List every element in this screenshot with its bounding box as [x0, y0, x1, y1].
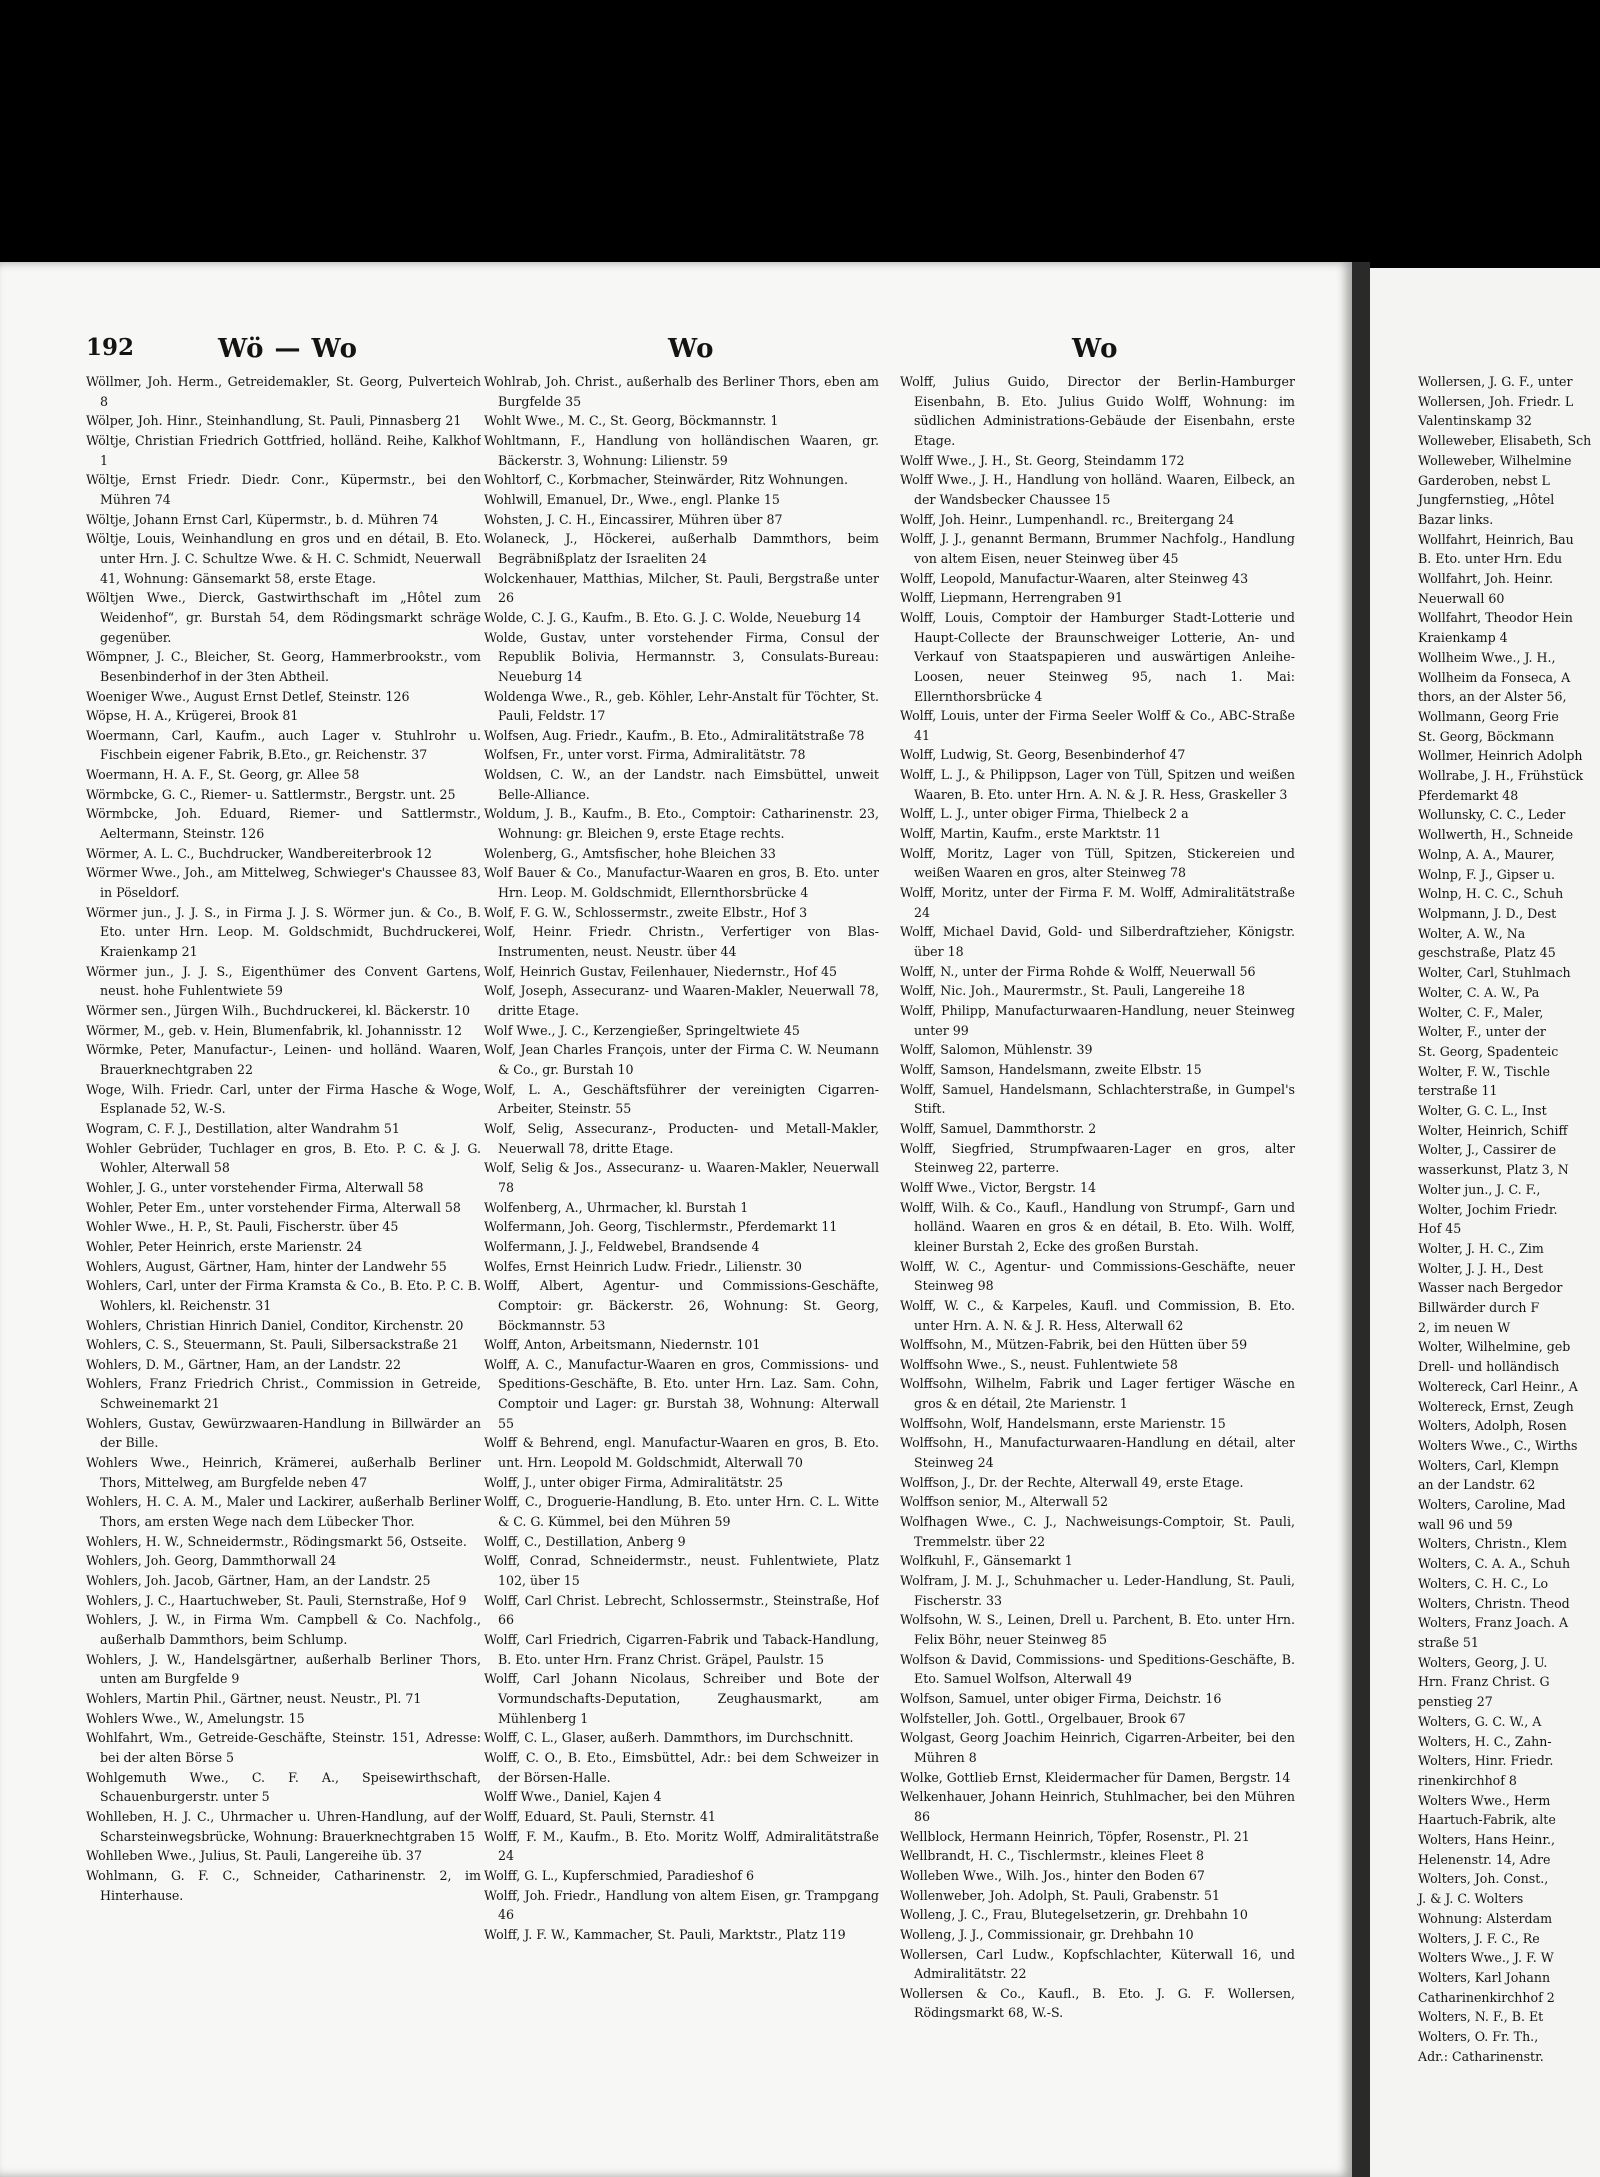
- directory-entry: Wohler Wwe., H. P., St. Pauli, Fischerstr. über 45: [86, 1219, 399, 1235]
- adjacent-page-line: Wollrabe, J. H., Frühstück: [1418, 768, 1584, 784]
- directory-entry: Wohlers, August, Gärtner, Ham, hinter der Landwehr 55: [86, 1258, 447, 1274]
- directory-entry: Wörmer jun., J. J. S., in Firma J. J. S. Wörmer jun. & Co., B. Eto. unter Hrn. Leop. M. Goldschmidt, Buchdruckerei, Kraienkamp 21: [86, 904, 481, 960]
- directory-entry: Wolff, Anton, Arbeitsmann, Niedernstr. 101: [484, 1337, 761, 1353]
- header-center: Wo: [668, 334, 715, 364]
- directory-entry: Wolf, Heinr. Friedr. Christn., Verfertiger von Blas-Instrumenten, neust. Neustr. über 44: [484, 924, 879, 960]
- directory-entry: Wohsten, J. C. H., Eincassirer, Mühren über 87: [484, 511, 783, 527]
- adjacent-page-line: Wolters, Caroline, Mad: [1418, 1497, 1566, 1513]
- directory-entry: Wohlrab, Joh. Christ., außerhalb des Berliner Thors, eben am Burgfelde 35: [484, 374, 879, 409]
- directory-entry: Wohlers, Carl, unter der Firma Kramsta & Co., B. Eto. P. C. B. Wohlers, kl. Reichenstr. 31: [86, 1278, 481, 1313]
- directory-entry: Wolffson senior, M., Alterwall 52: [900, 1494, 1109, 1510]
- adjacent-page-line: Wolters, J. F. C., Re: [1418, 1930, 1540, 1946]
- adjacent-page-line: thors, an der Alster 56,: [1418, 689, 1567, 705]
- directory-entry: Wolfermann, J. J., Feldwebel, Brandsende 4: [484, 1238, 760, 1254]
- directory-entry: Wolffsohn Wwe., S., neust. Fuhlentwiete 58: [900, 1356, 1178, 1372]
- directory-entry: Wolff, F. M., Kaufm., B. Eto. Moritz Wolff, Admiralitätstraße 24: [484, 1828, 879, 1864]
- directory-entry: Wolff, Samson, Handelsmann, zweite Elbstr. 15: [900, 1061, 1202, 1077]
- directory-entry: Wollersen, Carl Ludw., Kopfschlachter, Küterwall 16, und Admiralitätstr. 22: [900, 1946, 1295, 1982]
- adjacent-page-line: Wollmann, Georg Frie: [1418, 708, 1559, 724]
- directory-entry: Wohlers, H. W., Schneidermstr., Rödingsmarkt 56, Ostseite.: [86, 1533, 467, 1549]
- directory-entry: Wolenberg, G., Amtsfischer, hohe Bleichen 33: [484, 845, 776, 861]
- directory-entry: Wolff, W. C., & Karpeles, Kaufl. und Commission, B. Eto. unter Hrn. A. N. & J. R. Hess, Alterwall 62: [900, 1297, 1295, 1333]
- adjacent-page-line: Wolleweber, Wilhelmine: [1418, 452, 1572, 468]
- adjacent-page-line: wall 96 und 59: [1418, 1516, 1513, 1532]
- adjacent-page-line: Catharinenkirchhof 2: [1418, 1989, 1555, 2005]
- column-3: [900, 372, 1295, 2162]
- directory-entry: Wolff, Leopold, Manufactur-Waaren, alter Steinweg 43: [900, 570, 1249, 586]
- directory-entry: Wollersen & Co., Kaufl., B. Eto. J. G. F. Wollersen, Rödingsmarkt 68, W.-S.: [900, 1985, 1295, 2021]
- directory-entry: Wogram, C. F. J., Destillation, alter Wandrahm 51: [86, 1120, 400, 1136]
- adjacent-page-line: Wolters, N. F., B. Et: [1418, 2009, 1544, 2025]
- adjacent-page-line: Wolter, J. J. H., Dest: [1418, 1260, 1544, 1276]
- directory-entry: Wolfkuhl, F., Gänsemarkt 1: [900, 1553, 1073, 1569]
- directory-entry: Wellblock, Hermann Heinrich, Töpfer, Rosenstr., Pl. 21: [900, 1828, 1250, 1844]
- directory-entry: Wolfsen, Aug. Friedr., Kaufm., B. Eto., Admiralitätstraße 78: [484, 727, 865, 743]
- directory-entry: Wohlers, J. C., Haartuchweber, St. Pauli, Sternstraße, Hof 9: [86, 1592, 467, 1608]
- scan-background-top: [0, 0, 1600, 262]
- adjacent-page-line: Wolters, Adolph, Rosen: [1418, 1418, 1567, 1434]
- directory-entry: Wöllmer, Joh. Herm., Getreidemakler, St. Georg, Pulverteich 8: [86, 374, 481, 409]
- directory-entry: Wöltje, Louis, Weinhandlung en gros und en détail, B. Eto. unter Hrn. J. C. Schultze Wwe. & H. C. Schmidt, Neuerwall 41, Wohnung: Gänsemarkt 58, erste Etage.: [86, 531, 481, 586]
- directory-entry: Wolff, Wilh. & Co., Kaufl., Handlung von Strumpf-, Garn und holländ. Waaren en gros & en détail, B. Eto. Wilh. Wolff, kleiner Burstah 2, Ecke des großen Burstah.: [900, 1199, 1295, 1254]
- directory-entry: Wolfenberg, A., Uhrmacher, kl. Burstah 1: [484, 1199, 749, 1215]
- adjacent-page-line: Wolter, Carl, Stuhlmach: [1418, 965, 1571, 981]
- adjacent-page-line: Hrn. Franz Christ. G: [1418, 1674, 1550, 1690]
- directory-entry: Wolfson & David, Commissions- und Speditions-Geschäfte, B. Eto. Samuel Wolfson, Alterwall 49: [900, 1651, 1295, 1687]
- directory-entry: Wolffsohn, H., Manufacturwaaren-Handlung en détail, alter Steinweg 24: [900, 1435, 1295, 1471]
- directory-entry: Wolgast, Georg Joachim Heinrich, Cigarren-Arbeiter, bei den Mühren 8: [900, 1730, 1295, 1765]
- directory-entry: Wolaneck, J., Höckerei, außerhalb Dammthors, beim Begräbnißplatz der Israeliten 24: [484, 531, 879, 566]
- adjacent-page-line: St. Georg, Böckmann: [1418, 728, 1555, 744]
- directory-entry: Wolff, Michael David, Gold- und Silberdraftzieher, Königstr. über 18: [900, 924, 1295, 960]
- adjacent-page-line: Wolter, Heinrich, Schiff: [1418, 1122, 1568, 1138]
- adjacent-page-line: an der Landstr. 62: [1418, 1477, 1536, 1493]
- directory-entry: Wolf Bauer & Co., Manufactur-Waaren en gros, B. Eto. unter Hrn. Leop. M. Goldschmidt, Ellernthorsbrücke 4: [484, 865, 879, 901]
- directory-entry: Wolff, G. L., Kupferschmied, Paradieshof 6: [484, 1867, 755, 1883]
- directory-entry: Wölper, Joh. Hinr., Steinhandlung, St. Pauli, Pinnasberg 21: [86, 413, 462, 429]
- page-header: [0, 334, 1352, 368]
- adjacent-page-line: Wolnp, A. A., Maurer,: [1418, 846, 1555, 862]
- directory-entry: Wohlleben, H. J. C., Uhrmacher u. Uhren-Handlung, auf der Scharsteinwegsbrücke, Wohnung: Brauerknechtgraben 15: [86, 1808, 481, 1844]
- directory-entry: Wolff, Nic. Joh., Maurermstr., St. Pauli, Langereihe 18: [900, 983, 1246, 999]
- directory-entry: Wömpner, J. C., Bleicher, St. Georg, Hammerbrookstr., vom Besenbinderhof in der 3ten Abtheil.: [86, 649, 481, 684]
- directory-entry: Wolff, A. C., Manufactur-Waaren en gros, Commissions- und Speditions-Geschäfte, B. Eto. unter Hrn. Laz. Sam. Cohn, Comptoir und Lager: gr. Burstah 38, Wohnung: Alterwall 55: [484, 1356, 879, 1431]
- adjacent-page-line: Haartuch-Fabrik, alte: [1418, 1812, 1556, 1828]
- directory-entry: Wolfsohn, W. S., Leinen, Drell u. Parchent, B. Eto. unter Hrn. Felix Böhr, neuer Steinweg 85: [900, 1612, 1295, 1647]
- adjacent-page-line: Wolters, Georg, J. U.: [1418, 1654, 1548, 1670]
- adjacent-page-line: Wolters, C. H. C., Lo: [1418, 1575, 1549, 1591]
- directory-entry: Wolffsohn, Wolf, Handelsmann, erste Marienstr. 15: [900, 1415, 1226, 1431]
- adjacent-page-line: Wolter, J., Cassirer de: [1418, 1142, 1557, 1158]
- directory-entry: Wohlers, Gustav, Gewürzwaaren-Handlung in Billwärder an der Bille.: [86, 1415, 481, 1451]
- directory-entry: Wolff, L. J., & Philippson, Lager von Tüll, Spitzen und weißen Waaren, B. Eto. unter Hrn. A. N. & J. R. Hess, Graskeller 3: [900, 767, 1295, 802]
- adjacent-page: [1370, 268, 1600, 2177]
- adjacent-page-line: Wolters Wwe., C., Wirths: [1418, 1437, 1578, 1453]
- adjacent-page-line: Wolter, Jochim Friedr.: [1418, 1201, 1558, 1217]
- adjacent-page-line: Wolters, Karl Johann: [1418, 1969, 1551, 1985]
- directory-entry: Wolf, L. A., Geschäftsführer der vereinigten Cigarren-Arbeiter, Steinstr. 55: [484, 1081, 879, 1117]
- adjacent-page-line: Wollmer, Heinrich Adolph: [1418, 748, 1583, 764]
- directory-entry: Wolff Wwe., Daniel, Kajen 4: [484, 1789, 662, 1805]
- adjacent-page-line: Wolters Wwe., Herm: [1418, 1792, 1551, 1808]
- directory-entry: Wohlleben Wwe., Julius, St. Pauli, Langereihe üb. 37: [86, 1848, 422, 1864]
- directory-entry: Woermann, Carl, Kaufm., auch Lager v. Stuhlrohr u. Fischbein eigener Fabrik, B.Eto., gr. Reichenstr. 37: [86, 727, 481, 763]
- directory-entry: Wolf, Selig, Assecuranz-, Producten- und Metall-Makler, Neuerwall 78, dritte Etage.: [484, 1120, 879, 1156]
- adjacent-page-line: Wolter, Wilhelmine, geb: [1418, 1339, 1571, 1355]
- column-2: [484, 372, 879, 2162]
- directory-entry: Wolff, C., Destillation, Anberg 9: [484, 1533, 686, 1549]
- adjacent-page-line: Wolters, Carl, Klempn: [1418, 1457, 1559, 1473]
- directory-entry: Wolf, Joseph, Assecuranz- und Waaren-Makler, Neuerwall 78, dritte Etage.: [484, 983, 879, 1018]
- adjacent-page-line: rinenkirchhof 8: [1418, 1772, 1517, 1788]
- adjacent-page-line: Wolter, J. H. C., Zim: [1418, 1240, 1544, 1256]
- adjacent-page-line: Wollfahrt, Joh. Heinr.: [1418, 571, 1554, 587]
- directory-entry: Woeniger Wwe., August Ernst Detlef, Steinstr. 126: [86, 688, 410, 704]
- adjacent-page-line: Wasser nach Bergedor: [1418, 1280, 1563, 1296]
- header-left: Wö — Wo: [218, 334, 358, 364]
- directory-entry: Wolff, N., unter der Firma Rohde & Wolff, Neuerwall 56: [900, 963, 1256, 979]
- adjacent-page-line: Wolleweber, Elisabeth, Sch: [1418, 433, 1592, 449]
- directory-entry: Wohler Gebrüder, Tuchlager en gros, B. Eto. P. C. & J. G. Wohler, Alterwall 58: [86, 1140, 481, 1176]
- adjacent-page-column: [1418, 372, 1600, 2066]
- adjacent-page-line: Woltereck, Ernst, Zeugh: [1418, 1398, 1574, 1414]
- directory-entry: Wolfsen, Fr., unter vorst. Firma, Admiralitätstr. 78: [484, 747, 806, 763]
- adjacent-page-line: terstraße 11: [1418, 1083, 1498, 1099]
- directory-entry: Wolf, F. G. W., Schlossermstr., zweite Elbstr., Hof 3: [484, 904, 808, 920]
- adjacent-page-line: Wolter, C. A. W., Pa: [1418, 984, 1540, 1000]
- directory-entry: Wohlers Wwe., Heinrich, Krämerei, außerhalb Berliner Thors, Mittelweg, am Burgfelde neben 47: [86, 1455, 481, 1490]
- directory-entry: Wolff Wwe., J. H., St. Georg, Steindamm 172: [900, 452, 1185, 468]
- directory-entry: Wolff Wwe., J. H., Handlung von holländ. Waaren, Eilbeck, an der Wandsbecker Chaussee 15: [900, 472, 1295, 507]
- directory-entry: Wolff, Moritz, unter der Firma F. M. Wolff, Admiralitätstraße 24: [900, 885, 1295, 920]
- directory-entry: Wolff, L. J., unter obiger Firma, Thielbeck 2 a: [900, 806, 1189, 822]
- adjacent-page-line: Wohnung: Alsterdam: [1418, 1910, 1553, 1926]
- directory-entry: Woldenga Wwe., R., geb. Köhler, Lehr-Anstalt für Töchter, St. Pauli, Feldstr. 17: [484, 688, 879, 724]
- directory-entry: Wörmbcke, Joh. Eduard, Riemer- und Sattlermstr., Aeltermann, Steinstr. 126: [86, 806, 481, 842]
- directory-entry: Wohltorf, C., Korbmacher, Steinwärder, Ritz Wohnungen.: [484, 472, 849, 488]
- directory-entry: Wolleng, J. J., Commissionair, gr. Drehbahn 10: [900, 1926, 1194, 1942]
- directory-entry: Wolff, J. J., genannt Bermann, Brummer Nachfolg., Handlung von altem Eisen, neuer Steinweg über 45: [900, 531, 1295, 566]
- adjacent-page-line: Wolters, Hans Heinr.,: [1418, 1832, 1555, 1848]
- directory-entry: Wohlers, J. W., Handelsgärtner, außerhalb Berliner Thors, unten am Burgfelde 9: [86, 1651, 481, 1687]
- directory-entry: Wöltje, Johann Ernst Carl, Küpermstr., b. d. Mühren 74: [86, 511, 439, 527]
- directory-entry: Wöpse, H. A., Krügerei, Brook 81: [86, 708, 299, 724]
- page-number: 192: [86, 334, 135, 361]
- adjacent-page-line: Wolters, C. A. A., Schuh: [1418, 1556, 1571, 1572]
- adjacent-page-line: Helenenstr. 14, Adre: [1418, 1851, 1551, 1867]
- directory-entry: Wohler, Peter Em., unter vorstehender Firma, Alterwall 58: [86, 1199, 461, 1215]
- directory-entry: Wörmer sen., Jürgen Wilh., Buchdruckerei, kl. Bäckerstr. 10: [86, 1003, 470, 1018]
- directory-entry: Woge, Wilh. Friedr. Carl, unter der Firma Hasche & Woge, Esplanade 52, W.-S.: [86, 1081, 481, 1117]
- directory-entry: Wörmke, Peter, Manufactur-, Leinen- und holländ. Waaren, Brauerknechtgraben 22: [86, 1042, 481, 1077]
- directory-entry: Wohlers, Christian Hinrich Daniel, Conditor, Kirchenstr. 20: [86, 1317, 464, 1333]
- adjacent-page-line: Wolters, G. C. W., A: [1418, 1713, 1542, 1729]
- directory-entry: Wöltje, Christian Friedrich Gottfried, holländ. Reihe, Kalkhof 1: [86, 432, 481, 468]
- directory-entry: Wohlgemuth Wwe., C. F. A., Speisewirthschaft, Schauenburgerstr. unter 5: [86, 1769, 481, 1805]
- adjacent-page-line: Wolter, C. F., Maler,: [1418, 1004, 1544, 1020]
- directory-entry: Wohlfahrt, Wm., Getreide-Geschäfte, Steinstr. 151, Adresse: bei der alten Börse 5: [86, 1730, 481, 1765]
- directory-entry: Wolff Wwe., Victor, Bergstr. 14: [900, 1179, 1097, 1195]
- directory-entry: Wöltjen Wwe., Dierck, Gastwirthschaft im „Hôtel zum Weidenhof“, gr. Burstah 54, dem Rödingsmarkt schräge gegenüber.: [86, 590, 481, 645]
- adjacent-page-line: Wollwerth, H., Schneide: [1418, 827, 1574, 843]
- adjacent-page-line: Billwärder durch F: [1418, 1300, 1540, 1316]
- directory-entry: Wohlers, Franz Friedrich Christ., Commission in Getreide, Schweinemarkt 21: [86, 1376, 481, 1412]
- directory-entry: Wörmer, M., geb. v. Hein, Blumenfabrik, kl. Johannisstr. 12: [86, 1022, 463, 1038]
- adjacent-page-line: penstieg 27: [1418, 1694, 1493, 1710]
- adjacent-page-line: St. Georg, Spadenteic: [1418, 1043, 1559, 1059]
- directory-entry: Wolff & Behrend, engl. Manufactur-Waaren en gros, B. Eto. unt. Hrn. Leopold M. Goldschmidt, Alterwall 70: [484, 1435, 879, 1471]
- directory-entry: Wolff, C. O., B. Eto., Eimsbüttel, Adr.: bei dem Schweizer in der Börsen-Halle.: [484, 1749, 879, 1785]
- directory-entry: Wolfermann, Joh. Georg, Tischlermstr., Pferdemarkt 11: [484, 1219, 838, 1235]
- directory-entry: Wolff, Eduard, St. Pauli, Sternstr. 41: [484, 1808, 716, 1824]
- adjacent-page-line: Wollersen, Joh. Friedr. L: [1418, 393, 1574, 409]
- directory-entry: Wohlers, H. C. A. M., Maler und Lackirer, außerhalb Berliner Thors, am ersten Wege nach dem Lübecker Thor.: [86, 1494, 481, 1530]
- directory-entry: Wohlt Wwe., M. C., St. Georg, Böckmannstr. 1: [484, 413, 779, 429]
- directory-entry: Wohlwill, Emanuel, Dr., Wwe., engl. Planke 15: [484, 491, 780, 507]
- adjacent-page-line: Wolters Wwe., J. F. W: [1418, 1950, 1554, 1966]
- directory-entry: Wolf, Jean Charles François, unter der Firma C. W. Neumann & Co., gr. Burstah 10: [484, 1042, 879, 1077]
- directory-entry: Wolde, Gustav, unter vorstehender Firma, Consul der Republik Bolivia, Hermannstr. 3, Consulats-Bureau: Neueburg 14: [484, 629, 879, 684]
- directory-entry: Wolfhagen Wwe., C. J., Nachweisungs-Comptoir, St. Pauli, Tremmelstr. über 22: [900, 1514, 1295, 1549]
- directory-entry: Wöltje, Ernst Friedr. Diedr. Conr., Küpermstr., bei den Mühren 74: [86, 472, 481, 507]
- directory-entry: Wolff, Carl Friedrich, Cigarren-Fabrik und Taback-Handlung, B. Eto. unter Hrn. Franz Christ. Gräpel, Paulstr. 15: [484, 1632, 879, 1667]
- directory-entry: Wohltmann, F., Handlung von holländischen Waaren, gr. Bäckerstr. 3, Wohnung: Lilienstr. 59: [484, 432, 879, 468]
- directory-entry: Wolff, Samuel, Handelsmann, Schlachterstraße, in Gumpel's Stift.: [900, 1081, 1295, 1117]
- adjacent-page-line: straße 51: [1418, 1635, 1479, 1650]
- adjacent-page-line: Wollheim Wwe., J. H.,: [1418, 649, 1556, 665]
- column-1: [86, 372, 481, 2162]
- directory-entry: Wohlmann, G. F. C., Schneider, Catharinenstr. 2, im Hinterhause.: [86, 1867, 481, 1903]
- directory-entry: Wolff, Joh. Heinr., Lumpenhandl. rc., Breitergang 24: [900, 511, 1235, 527]
- adjacent-page-line: Neuerwall 60: [1418, 590, 1505, 606]
- adjacent-page-line: Wollfahrt, Heinrich, Bau: [1418, 531, 1574, 547]
- directory-entry: Wohlers, Martin Phil., Gärtner, neust. Neustr., Pl. 71: [86, 1690, 422, 1706]
- directory-entry: Wolff, C., Droguerie-Handlung, B. Eto. unter Hrn. C. L. Witte & C. G. Kümmel, bei den Mühren 59: [484, 1494, 879, 1530]
- directory-entry: Wolleben Wwe., Wilh. Jos., hinter den Boden 67: [900, 1867, 1205, 1883]
- directory-entry: Wohler, Peter Heinrich, erste Marienstr. 24: [86, 1238, 363, 1254]
- directory-entry: Wolff, Julius Guido, Director der Berlin-Hamburger Eisenbahn, B. Eto. Julius Guido Wolff, Wohnung: im südlichen Administrations-Gebäude der Eisenbahn, erste Etage.: [900, 374, 1295, 448]
- adjacent-page-line: Wolter jun., J. C. F.,: [1418, 1181, 1541, 1197]
- directory-entry: Wolff, Albert, Agentur- und Commissions-Geschäfte, Comptoir: gr. Bäckerstr. 26, Wohnung: St. Georg, Böckmannstr. 53: [484, 1278, 879, 1333]
- adjacent-page-line: Wolnp, F. J., Gipser u.: [1418, 866, 1555, 882]
- adjacent-page-line: wasserkunst, Platz 3, N: [1418, 1162, 1569, 1178]
- directory-entry: Wolf, Selig & Jos., Assecuranz- u. Waaren-Makler, Neuerwall 78: [484, 1160, 879, 1195]
- adjacent-page-line: Wolters, Christn. Theod: [1418, 1595, 1570, 1611]
- directory-entry: Wolfsteller, Joh. Gottl., Orgelbauer, Brook 67: [900, 1710, 1186, 1726]
- adjacent-page-line: Wolters, O. Fr. Th.,: [1418, 2029, 1539, 2045]
- directory-entry: Wolde, C. J. G., Kaufm., B. Eto. G. J. C. Wolde, Neueburg 14: [484, 609, 862, 625]
- adjacent-page-line: Wolter, G. C. L., Inst: [1418, 1103, 1547, 1119]
- directory-entry: Wörmer Wwe., Joh., am Mittelweg, Schwieger's Chaussee 83, in Pöseldorf.: [86, 865, 481, 901]
- adjacent-page-line: Wollunsky, C. C., Leder: [1418, 807, 1566, 823]
- adjacent-page-line: Kraienkamp 4: [1418, 630, 1508, 646]
- directory-entry: Wolff, Salomon, Mühlenstr. 39: [900, 1042, 1093, 1058]
- adjacent-page-line: Garderoben, nebst L: [1418, 472, 1550, 488]
- directory-page: [0, 262, 1352, 2177]
- directory-entry: Wolf, Heinrich Gustav, Feilenhauer, Niedernstr., Hof 45: [484, 963, 838, 979]
- directory-entry: Wohler, J. G., unter vorstehender Firma, Alterwall 58: [86, 1179, 424, 1195]
- adjacent-page-line: Wollheim da Fonseca, A: [1418, 669, 1571, 685]
- directory-entry: Wohlers, Joh. Georg, Dammthorwall 24: [86, 1553, 337, 1569]
- directory-entry: Wolff, Joh. Friedr., Handlung von altem Eisen, gr. Trampgang 46: [484, 1887, 879, 1923]
- directory-entry: Wolff, Martin, Kaufm., erste Marktstr. 11: [900, 826, 1162, 842]
- adjacent-page-line: Wollfahrt, Theodor Hein: [1418, 610, 1573, 626]
- directory-entry: Welkenhauer, Johann Heinrich, Stuhlmacher, bei den Mühren 86: [900, 1789, 1295, 1824]
- directory-entry: Wolff, Moritz, Lager von Tüll, Spitzen, Stickereien und weißen Waaren en gros, alter Steinweg 78: [900, 845, 1295, 881]
- adjacent-page-line: B. Eto. unter Hrn. Edu: [1418, 551, 1563, 567]
- directory-entry: Wohlers, D. M., Gärtner, Ham, an der Landstr. 22: [86, 1356, 402, 1372]
- directory-entry: Wolff, Conrad, Schneidermstr., neust. Fuhlentwiete, Platz 102, über 15: [484, 1553, 879, 1589]
- directory-entry: Wolffson, J., Dr. der Rechte, Alterwall 49, erste Etage.: [900, 1474, 1244, 1490]
- page-gutter: [1352, 262, 1370, 2177]
- directory-entry: Wolff, Liepmann, Herrengraben 91: [900, 590, 1124, 606]
- adjacent-page-line: Hof 45: [1418, 1221, 1462, 1237]
- adjacent-page-line: Adr.: Catharinenstr.: [1418, 2048, 1544, 2064]
- adjacent-page-line: Wolter, A. W., Na: [1418, 925, 1526, 941]
- adjacent-page-line: Bazar links.: [1418, 511, 1494, 527]
- directory-entry: Wolfram, J. M. J., Schuhmacher u. Leder-Handlung, St. Pauli, Fischerstr. 33: [900, 1573, 1295, 1608]
- adjacent-page-line: Wolters, Hinr. Friedr.: [1418, 1753, 1554, 1769]
- directory-entry: Wohlers, Joh. Jacob, Gärtner, Ham, an der Landstr. 25: [86, 1573, 431, 1589]
- directory-entry: Wolff, J., unter obiger Firma, Admiralitätstr. 25: [484, 1474, 784, 1490]
- adjacent-page-line: 2, im neuen W: [1418, 1319, 1511, 1335]
- adjacent-page-line: Jungfernstieg, „Hôtel: [1418, 492, 1555, 508]
- adjacent-page-line: Wolters, H. C., Zahn-: [1418, 1733, 1552, 1749]
- adjacent-page-line: Wolters, Christn., Klem: [1418, 1536, 1567, 1552]
- adjacent-page-line: geschstraße, Platz 45: [1418, 945, 1556, 961]
- directory-entry: Wolleng, J. C., Frau, Blutegelsetzerin, gr. Drehbahn 10: [900, 1907, 1248, 1923]
- directory-entry: Wollenweber, Joh. Adolph, St. Pauli, Grabenstr. 51: [900, 1887, 1221, 1903]
- directory-entry: Wolff, Louis, unter der Firma Seeler Wolff & Co., ABC-Straße 41: [900, 708, 1295, 743]
- adjacent-page-line: Wolters, Joh. Const.,: [1418, 1871, 1549, 1887]
- header-right: Wo: [1072, 334, 1119, 364]
- directory-entry: Wolf Wwe., J. C., Kerzengießer, Springeltwiete 45: [484, 1022, 800, 1038]
- directory-entry: Wolffsohn, M., Mützen-Fabrik, bei den Hütten über 59: [900, 1337, 1248, 1353]
- directory-entry: Wolff, Philipp, Manufacturwaaren-Handlung, neuer Steinweg unter 99: [900, 1003, 1295, 1038]
- directory-entry: Wolfes, Ernst Heinrich Ludw. Friedr., Lilienstr. 30: [484, 1258, 802, 1274]
- directory-entry: Wolfson, Samuel, unter obiger Firma, Deichstr. 16: [900, 1690, 1222, 1706]
- directory-entry: Wolff, Louis, Comptoir der Hamburger Stadt-Lotterie und Haupt-Collecte der Braunschweiger Lotterie, An- und Verkauf von Staatspapieren und auswärtigen Anleihe-Loosen, neuer Steinweg 95, nach 1. Mai: Ellernthorsbrücke 4: [900, 609, 1295, 704]
- adjacent-page-line: Wolter, F. W., Tischle: [1418, 1063, 1550, 1079]
- adjacent-page-line: Wolpmann, J. D., Dest: [1418, 905, 1557, 921]
- directory-entry: Wörmbcke, G. C., Riemer- u. Sattlermstr., Bergstr. unt. 25: [86, 786, 456, 802]
- directory-entry: Woldum, J. B., Kaufm., B. Eto., Comptoir: Catharinenstr. 23, Wohnung: gr. Bleichen 9, erste Etage rechts.: [484, 806, 879, 842]
- directory-entry: Wolff, Siegfried, Strumpfwaaren-Lager en gros, alter Steinweg 22, parterre.: [900, 1140, 1295, 1176]
- adjacent-page-line: Wolnp, H. C. C., Schuh: [1418, 886, 1564, 902]
- adjacent-page-line: Wollersen, J. G. F., unter: [1418, 374, 1573, 389]
- adjacent-page-line: J. & J. C. Wolters: [1418, 1891, 1524, 1907]
- directory-entry: Wohlers Wwe., W., Amelungstr. 15: [86, 1710, 305, 1726]
- directory-entry: Wolke, Gottlieb Ernst, Kleidermacher für Damen, Bergstr. 14: [900, 1769, 1291, 1785]
- directory-entry: Wolff, J. F. W., Kammacher, St. Pauli, Marktstr., Platz 119: [484, 1926, 846, 1942]
- directory-entry: Woldsen, C. W., an der Landstr. nach Eimsbüttel, unweit Belle-Alliance.: [484, 767, 879, 802]
- directory-entry: Wohlers, J. W., in Firma Wm. Campbell & Co. Nachfolg., außerhalb Dammthors, beim Schlump.: [86, 1612, 481, 1647]
- adjacent-page-line: Woltereck, Carl Heinr., A: [1418, 1378, 1578, 1394]
- directory-entry: Wolff, Carl Christ. Lebrecht, Schlossermstr., Steinstraße, Hof 66: [484, 1592, 879, 1628]
- adjacent-page-line: Pferdemarkt 48: [1418, 787, 1519, 803]
- directory-entry: Wellbrandt, H. C., Tischlermstr., kleines Fleet 8: [900, 1848, 1205, 1864]
- directory-entry: Wolffsohn, Wilhelm, Fabrik und Lager fertiger Wäsche en gros & en détail, 2te Marienstr. 1: [900, 1376, 1295, 1412]
- directory-entry: Wolff, Ludwig, St. Georg, Besenbinderhof 47: [900, 747, 1186, 763]
- adjacent-page-line: Valentinskamp 32: [1418, 413, 1532, 429]
- directory-entry: Wolff, Samuel, Dammthorstr. 2: [900, 1120, 1097, 1136]
- adjacent-page-line: Wolter, F., unter der: [1418, 1024, 1546, 1040]
- directory-entry: Wörmer jun., J. J. S., Eigenthümer des Convent Gartens, neust. hohe Fuhlentwiete 59: [86, 963, 481, 999]
- adjacent-page-line: Drell- und holländisch: [1418, 1359, 1560, 1375]
- directory-entry: Wolckenhauer, Matthias, Milcher, St. Pauli, Bergstraße unter 26: [484, 570, 879, 606]
- directory-entry: Wolff, C. L., Glaser, außerh. Dammthors, im Durchschnitt.: [484, 1730, 854, 1746]
- directory-entry: Wörmer, A. L. C., Buchdrucker, Wandbereiterbrook 12: [86, 845, 432, 861]
- directory-entry: Woermann, H. A. F., St. Georg, gr. Allee 58: [86, 767, 360, 783]
- directory-entry: Wolff, Carl Johann Nicolaus, Schreiber und Bote der Vormundschafts-Deputation, Zeughausmarkt, am Mühlenberg 1: [484, 1671, 879, 1726]
- directory-entry: Wolff, W. C., Agentur- und Commissions-Geschäfte, neuer Steinweg 98: [900, 1258, 1295, 1294]
- adjacent-page-line: Wolters, Franz Joach. A: [1418, 1615, 1569, 1631]
- directory-entry: Wohlers, C. S., Steuermann, St. Pauli, Silbersackstraße 21: [86, 1337, 459, 1353]
